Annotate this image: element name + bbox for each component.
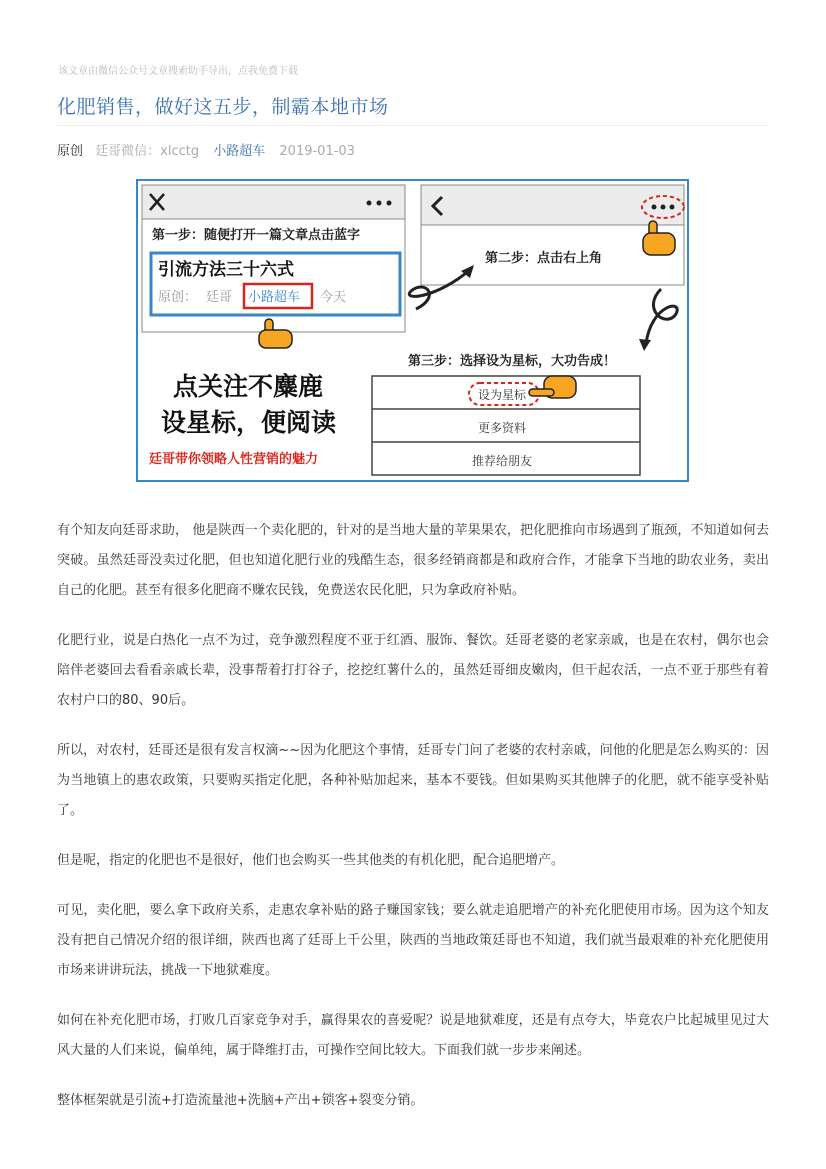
title-divider xyxy=(57,125,769,126)
paragraph: 所以，对农村，廷哥还是很有发言权滴~~因为化肥这个事情，廷哥专门问了老婆的农村亲戚，问他的化肥是怎么购买的：因为当地镇上的惠农政策，只要购买指定化肥，各种补贴加起来，基本不要钱。但如果购买其他牌子的化肥，就不能享受补贴了。 xyxy=(57,743,769,818)
menu-item-share: 推荐给朋友 xyxy=(472,454,533,468)
menu-item-more: 更多资料 xyxy=(478,421,527,435)
article-account-sample: 小路超车 xyxy=(248,290,301,305)
more-icon xyxy=(367,201,392,206)
menu-item-star: 设为星标 xyxy=(478,388,527,402)
paragraph: 但是呢，指定的化肥也不是很好，他们也会购买一些其他类的有机化肥，配合追肥增产。 xyxy=(57,853,565,868)
author-label: 廷哥微信：xlcctg xyxy=(95,144,200,159)
slogan-line3: 廷哥带你领略人性营销的魅力 xyxy=(149,452,319,467)
step1-text: 第一步：随便打开一篇文章点击蓝字 xyxy=(152,228,361,243)
article-author-sample: 廷哥 xyxy=(206,290,233,305)
article-meta xyxy=(57,140,355,159)
left-phone-header xyxy=(142,185,405,219)
export-notice-link[interactable]: 该文章由微信公众号文章搜索助手导出，点我免费下载 xyxy=(58,66,298,77)
article-meta-prefix: 原创： xyxy=(158,290,198,305)
slogan-line1: 点关注不麋鹿 xyxy=(173,372,324,401)
article-title: 化肥销售，做好这五步，制霸本地市场 xyxy=(57,96,389,118)
account-link[interactable]: 小路超车 xyxy=(213,144,266,159)
paragraph: 有个知友向廷哥求助， 他是陕西一个卖化肥的，针对的是当地大量的苹果果农，把化肥推向市场遇到了瓶颈，不知道如何去突破。虽然廷哥没卖过化肥，但也知道化肥行业的残酷生态，很多经销商都是和政府合作，才能拿下当地的助农业务，卖出自己的化肥。甚至有很多化肥商不赚农民钱，免费送农民化肥，只为拿政府补贴。 xyxy=(57,523,769,598)
slogan-line2: 设星标，便阅读 xyxy=(161,408,337,437)
original-tag: 原创 xyxy=(57,144,84,159)
paragraph: 化肥行业，说是白热化一点不为过，竞争激烈程度不亚于红酒、服饰、餐饮。廷哥老婆的老家亲戚，也是在农村，偶尔也会陪伴老婆回去看看亲戚长辈，没事帮着打打谷子，挖挖红薯什么的，虽然廷哥细皮嫩肉，但干起农活，一点不亚于那些有着农村户口的80、90后。 xyxy=(57,633,769,708)
paragraph: 整体框架就是引流+打造流量池+洗脑+产出+锁客+裂变分销。 xyxy=(57,1093,424,1108)
right-phone-header xyxy=(421,185,684,225)
more-icon-right xyxy=(652,205,675,210)
publish-date: 2019-01-03 xyxy=(279,144,355,159)
step3-text: 第三步：选择设为星标，大功告成！ xyxy=(408,354,617,369)
article-body xyxy=(57,516,769,1136)
article-time-sample: 今天 xyxy=(320,290,347,305)
follow-guide-image xyxy=(136,179,689,482)
article-title-sample: 引流方法三十六式 xyxy=(158,260,294,280)
step2-text: 第二步：点击右上角 xyxy=(485,251,603,266)
paragraph: 如何在补充化肥市场，打败几百家竞争对手，赢得果农的喜爱呢？说是地狱难度，还是有点夸大，毕竟农户比起城里见过大风大量的人们来说，偏单纯，属于降维打击，可操作空间比较大。下面我们就一步步来阐述。 xyxy=(57,1013,769,1058)
paragraph: 可见，卖化肥，要么拿下政府关系，走惠农拿补贴的路子赚国家钱；要么就走追肥增产的补充化肥使用市场。因为这个知友没有把自己情况介绍的很详细，陕西也离了廷哥上千公里，陕西的当地政策廷哥也不知道，我们就当最艰难的补充化肥使用市场来讲讲玩法，挑战一下地狱难度。 xyxy=(57,903,769,978)
